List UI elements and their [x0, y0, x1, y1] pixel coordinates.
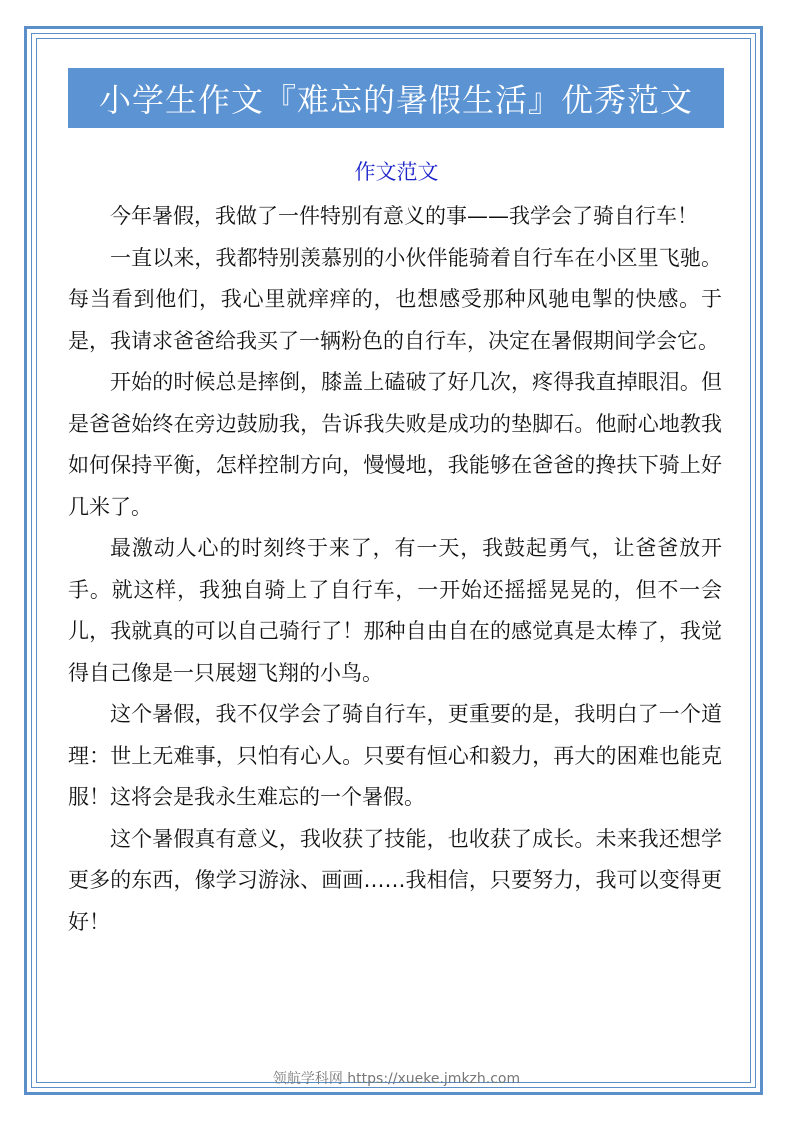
- title-banner: [68, 68, 724, 128]
- essay-paragraph-4: 最激动人心的时刻终于来了，有一天，我鼓起勇气，让爸爸放开手。就这样，我独自骑上了自行车，一开始还摇摇晃晃的，但不一会儿，我就真的可以自己骑行了！那种自由自在的感觉真是太棒了，我觉得自己像是一只展翅飞翔的小鸟。: [68, 536, 722, 685]
- essay-paragraph-2: 一直以来，我都特别羡慕别的小伙伴能骑着自行车在小区里飞驰。每当看到他们，我心里就痒痒的，也想感受那种风驰电掣的快感。于是，我请求爸爸给我买了一辆粉色的自行车，决定在暑假期间学会它。: [68, 245, 722, 353]
- essay-paragraph-5: 这个暑假，我不仅学会了骑自行车，更重要的是，我明白了一个道理：世上无难事，只怕有心人。只要有恒心和毅力，再大的困难也能克服！这将会是我永生难忘的一个暑假。: [68, 702, 722, 809]
- essay-body: [68, 196, 722, 943]
- essay-paragraph-1: 今年暑假，我做了一件特别有意义的事——我学会了骑自行车！: [110, 204, 698, 228]
- section-subtitle: 作文范文: [354, 160, 439, 184]
- essay-paragraph-3: 开始的时候总是摔倒，膝盖上磕破了好几次，疼得我直掉眼泪。但是爸爸始终在旁边鼓励我，告诉我失败是成功的垫脚石。他耐心地教我如何保持平衡，怎样控制方向，慢慢地，我能够在爸爸的搀扶下骑上好几米了。: [68, 370, 722, 519]
- document-title: 小学生作文『难忘的暑假生活』优秀范文: [98, 81, 693, 119]
- essay-paragraph-6: 这个暑假真有意义，我收获了技能，也收获了成长。未来我还想学更多的东西，像学习游泳、画画……我相信，只要努力，我可以变得更好！: [68, 826, 722, 934]
- footer-source: 领航学科网 https://xueke.jmkzh.com: [272, 1071, 521, 1087]
